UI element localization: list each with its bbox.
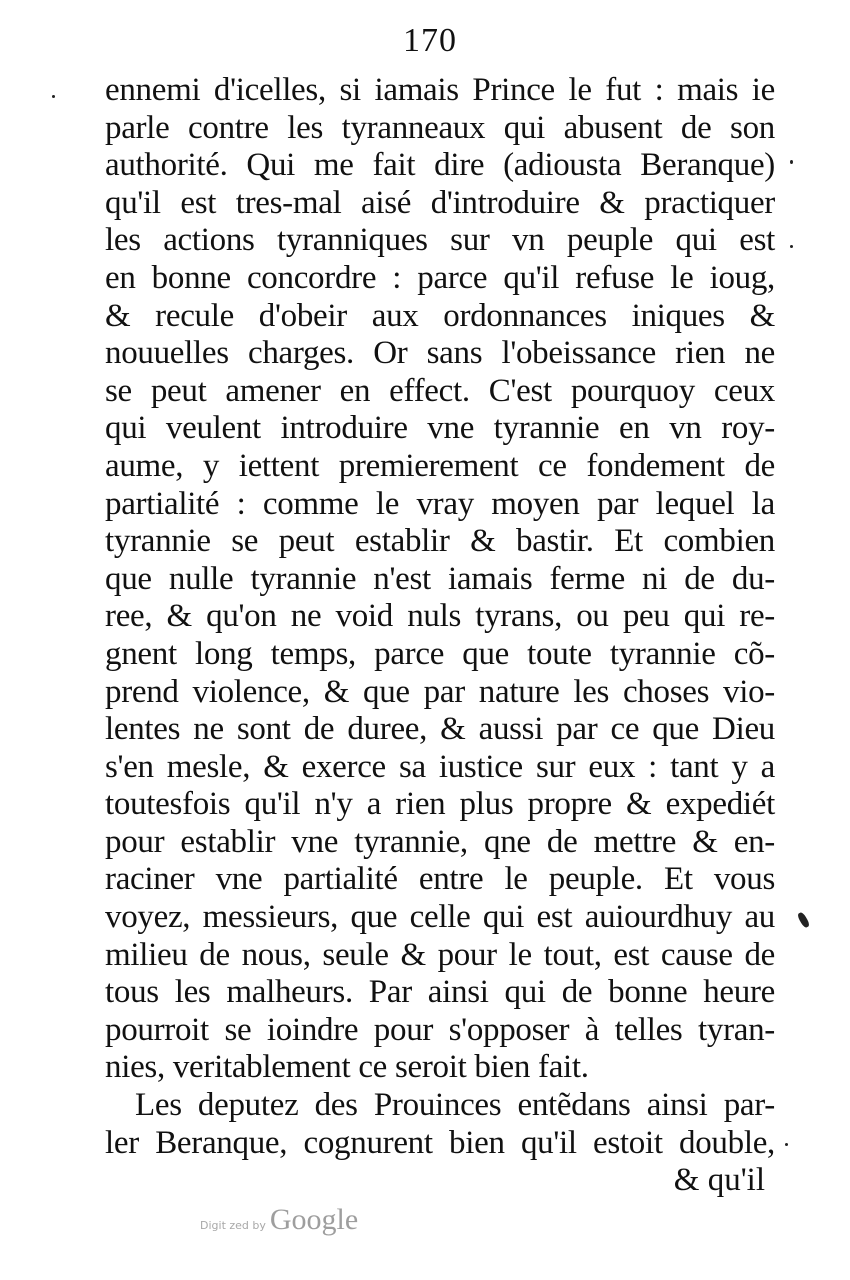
digitization-watermark xyxy=(200,1203,358,1237)
text-line: pour establir vne tyrannie, qne de mettre & en- xyxy=(105,823,775,860)
text-line: partialité : comme le vray moyen par lequel la xyxy=(105,485,775,522)
text-line: les actions tyranniques sur vn peuple qui est xyxy=(105,222,775,259)
text-line: authorité. Qui me fait dire (adiousta Beranque) xyxy=(105,147,775,184)
scan-speck xyxy=(52,95,55,98)
text-line: pourroit se ioindre pour s'opposer à telles tyran- xyxy=(105,1011,775,1048)
text-line: se peut amener en effect. C'est pourquoy ceux xyxy=(105,372,775,409)
text-line: tyrannie se peut establir & bastir. Et combien xyxy=(105,523,775,560)
text-line: gnent long temps, parce que toute tyrannie cõ- xyxy=(105,635,775,672)
text-line: Les deputez des Prouinces entẽdans ainsi par- xyxy=(135,1087,775,1124)
text-line: & recule d'obeir aux ordonnances iniques & xyxy=(105,297,775,334)
text-line: prend violence, & que par nature les choses vio- xyxy=(105,673,775,710)
catchword: & qu'il xyxy=(673,1162,765,1198)
scan-speck xyxy=(796,911,810,928)
text-line: ler Beranque, cognurent bien qu'il estoit double, xyxy=(105,1124,775,1161)
text-line: parle contre les tyranneaux qui abusent de son xyxy=(105,109,775,146)
google-logo: Google xyxy=(269,1203,359,1236)
scan-speck xyxy=(790,160,793,164)
text-line: en bonne concordre : parce qu'il refuse le ioug, xyxy=(105,259,775,296)
text-line: lentes ne sont de duree, & aussi par ce que Dieu xyxy=(105,711,775,748)
text-line: voyez, messieurs, que celle qui est auiourdhuy au xyxy=(105,899,775,936)
text-line: tous les malheurs. Par ainsi qui de bonne heure xyxy=(105,974,775,1011)
page-number: 170 xyxy=(403,22,457,59)
text-line: milieu de nous, seule & pour le tout, est cause de xyxy=(105,936,775,973)
scan-speck xyxy=(790,245,793,248)
body-text xyxy=(105,72,775,1162)
scan-speck xyxy=(785,1143,788,1146)
text-line: que nulle tyrannie n'est iamais ferme ni de du- xyxy=(105,560,775,597)
text-line: ree, & qu'on ne void nuls tyrans, ou peu qui re- xyxy=(105,598,775,635)
text-line: ennemi d'icelles, si iamais Prince le fut : mais ie xyxy=(105,72,775,108)
text-line: qui veulent introduire vne tyrannie en vn roy- xyxy=(105,410,775,447)
watermark-caption: Digit zed by xyxy=(200,1219,266,1232)
text-line: nouuelles charges. Or sans l'obeissance rien ne xyxy=(105,335,775,372)
text-line: raciner vne partialité entre le peuple. Et vous xyxy=(105,861,775,898)
text-line: s'en mesle, & exerce sa iustice sur eux : tant y a xyxy=(105,748,775,785)
text-line: nies, veritablement ce seroit bien fait. xyxy=(105,1049,589,1086)
text-line: aume, y iettent premierement ce fondement de xyxy=(105,447,775,484)
text-line: toutesfois qu'il n'y a rien plus propre & expediét xyxy=(105,786,775,823)
text-line: qu'il est tres-mal aisé d'introduire & practiquer xyxy=(105,184,775,221)
